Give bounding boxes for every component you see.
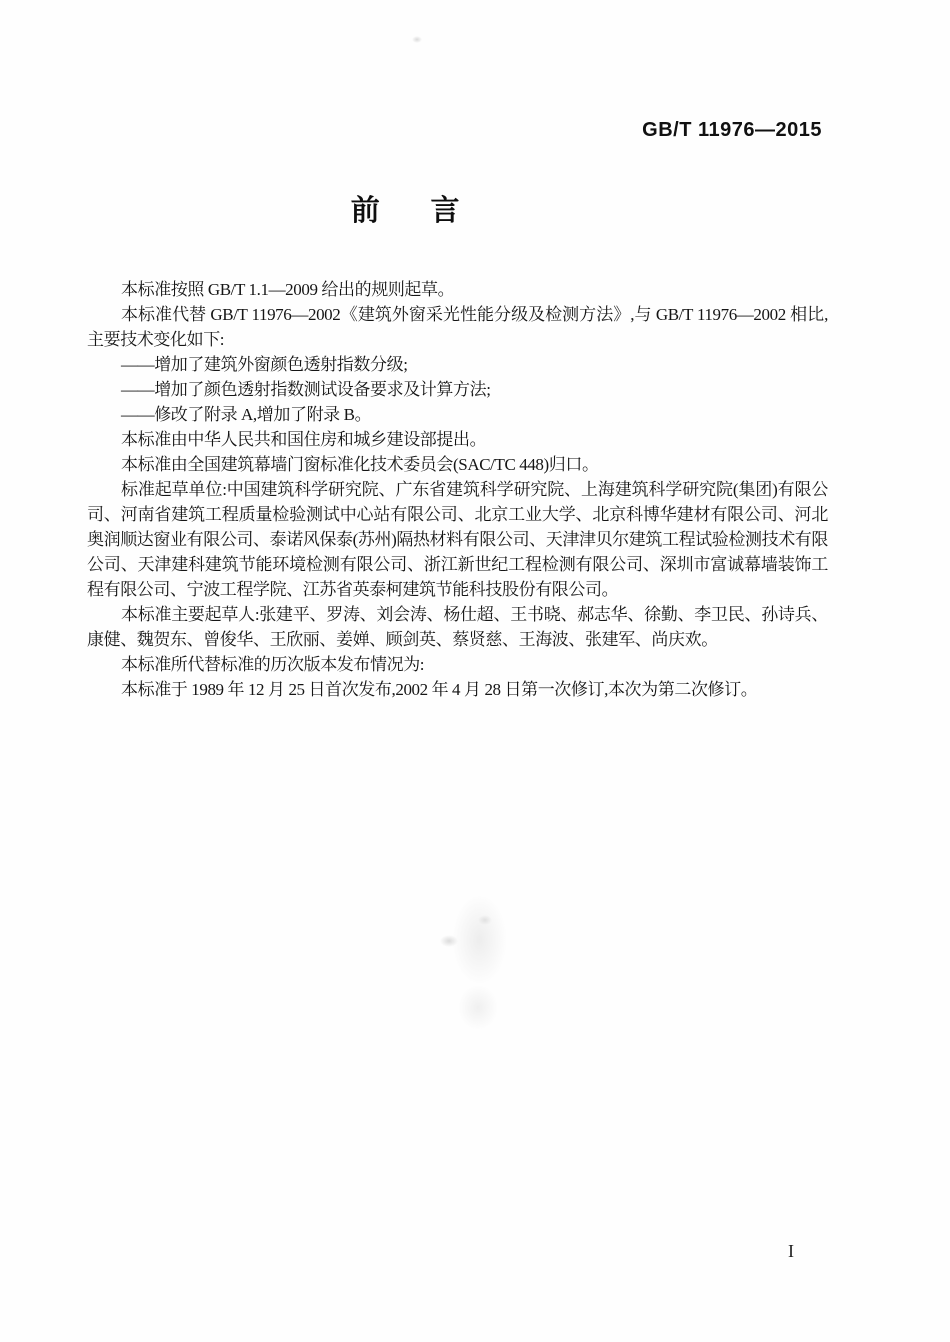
paragraph-history-intro: 本标准所代替标准的历次版本发布情况为:	[121, 655, 425, 674]
paragraph-drafting-units: 标准起草单位:中国建筑科学研究院、广东省建筑科学研究院、上海建筑科学研究院(集团)有限公司、河南省建筑工程质量检验测试中心站有限公司、北京工业大学、北京科博华建材有限公司、河北奥润顺达窗业有限公司、泰诺风保泰(苏州)隔热材料有限公司、天津津贝尔建筑工程试验检测技术有限公司、天津建科建筑节能环境检测有限公司、浙江新世纪工程检测有限公司、深圳市富诚幕墙装饰工程有限公司、宁波工程学院、江苏省英泰柯建筑节能科技股份有限公司。	[87, 480, 828, 599]
paragraph-history-detail: 本标准于 1989 年 12 月 25 日首次发布,2002 年 4 月 28 日第一次修订,本次为第二次修订。	[121, 680, 758, 699]
scan-artifact	[452, 895, 507, 985]
paragraph-main-drafters: 本标准主要起草人:张建平、罗涛、刘会涛、杨仕超、王书晓、郝志华、徐勤、李卫民、孙诗兵、康健、魏贺东、曾俊华、王欣丽、姜婵、顾剑英、蔡贤慈、王海波、张建军、尚庆欢。	[87, 605, 828, 649]
page-title: 前言	[350, 195, 511, 227]
scan-artifact	[478, 915, 492, 925]
paragraph-centralized-by: 本标准由全国建筑幕墙门窗标准化技术委员会(SAC/TC 448)归口。	[121, 455, 599, 474]
change-item-1: ——增加了建筑外窗颜色透射指数分级;	[121, 355, 408, 374]
scan-artifact	[412, 36, 422, 43]
paragraph-proposed-by: 本标准由中华人民共和国住房和城乡建设部提出。	[121, 430, 487, 449]
scan-artifact	[440, 935, 458, 947]
foreword-body	[87, 277, 828, 702]
paragraph-drafting-rule: 本标准按照 GB/T 1.1—2009 给出的规则起草。	[121, 280, 455, 299]
change-item-3: ——修改了附录 A,增加了附录 B。	[121, 405, 372, 424]
scan-artifact	[458, 985, 498, 1030]
paragraph-replaces: 本标准代替 GB/T 11976—2002《建筑外窗采光性能分级及检测方法》,与 GB/T 11976—2002 相比,主要技术变化如下:	[87, 305, 828, 349]
page-number: I	[788, 1241, 794, 1261]
standard-code-header: GB/T 11976—2015	[642, 119, 822, 141]
change-item-2: ——增加了颜色透射指数测试设备要求及计算方法;	[121, 380, 491, 399]
